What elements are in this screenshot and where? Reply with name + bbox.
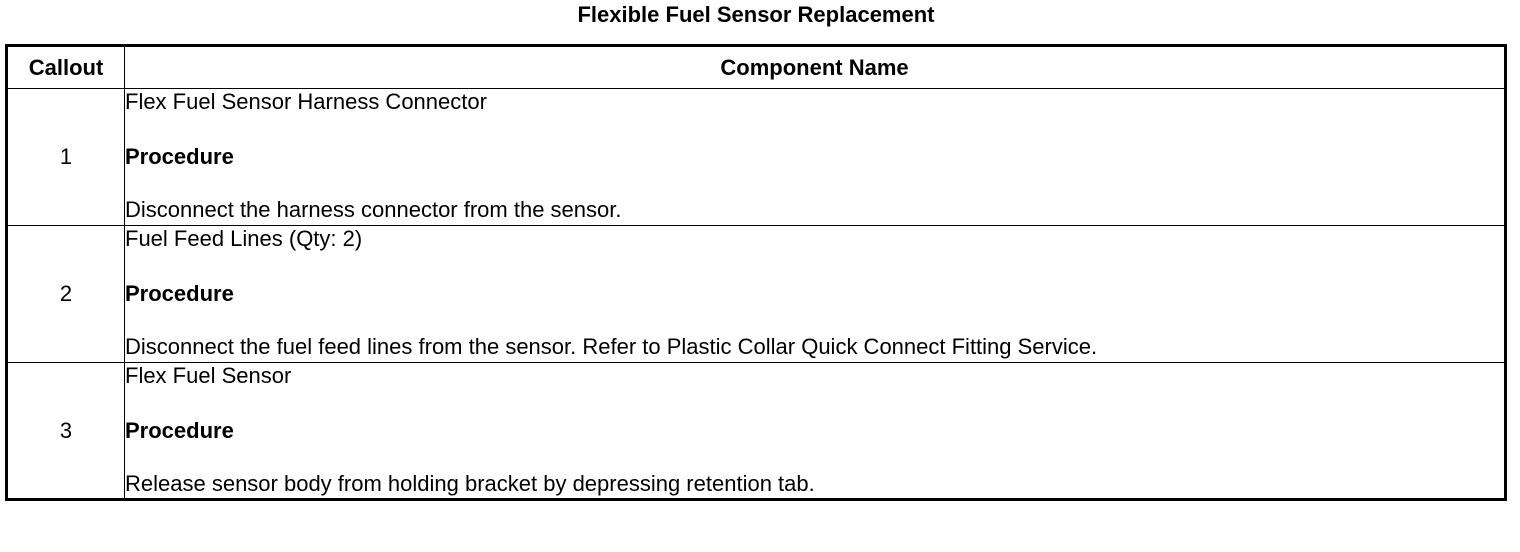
- component-name-column-header: Component Name: [125, 46, 1506, 89]
- document-title: Flexible Fuel Sensor Replacement: [577, 2, 935, 27]
- component-cell: [125, 226, 1506, 363]
- callout-number: 3: [7, 363, 125, 500]
- procedure-text: Disconnect the harness connector from the sensor.: [125, 197, 622, 222]
- component-name: Fuel Feed Lines (Qty: 2): [125, 226, 363, 251]
- callout-number: 2: [7, 226, 125, 363]
- table-row: [7, 363, 1506, 500]
- component-cell: [125, 363, 1506, 500]
- table-row: [7, 89, 1506, 226]
- procedure-text: Disconnect the fuel feed lines from the sensor. Refer to Plastic Collar Quick Connect Fitting Service.: [125, 334, 1098, 359]
- procedure-heading: Procedure: [125, 144, 234, 169]
- table-header-row: [7, 46, 1506, 89]
- callout-number: 1: [7, 89, 125, 226]
- component-table: [5, 44, 1507, 501]
- procedure-text: Release sensor body from holding bracket by depressing retention tab.: [125, 471, 815, 496]
- component-name: Flex Fuel Sensor: [125, 363, 292, 388]
- component-cell: [125, 89, 1506, 226]
- table-row: [7, 226, 1506, 363]
- procedure-heading: Procedure: [125, 281, 234, 306]
- component-name: Flex Fuel Sensor Harness Connector: [125, 89, 487, 114]
- procedure-heading: Procedure: [125, 418, 234, 443]
- callout-column-header: Callout: [7, 46, 125, 89]
